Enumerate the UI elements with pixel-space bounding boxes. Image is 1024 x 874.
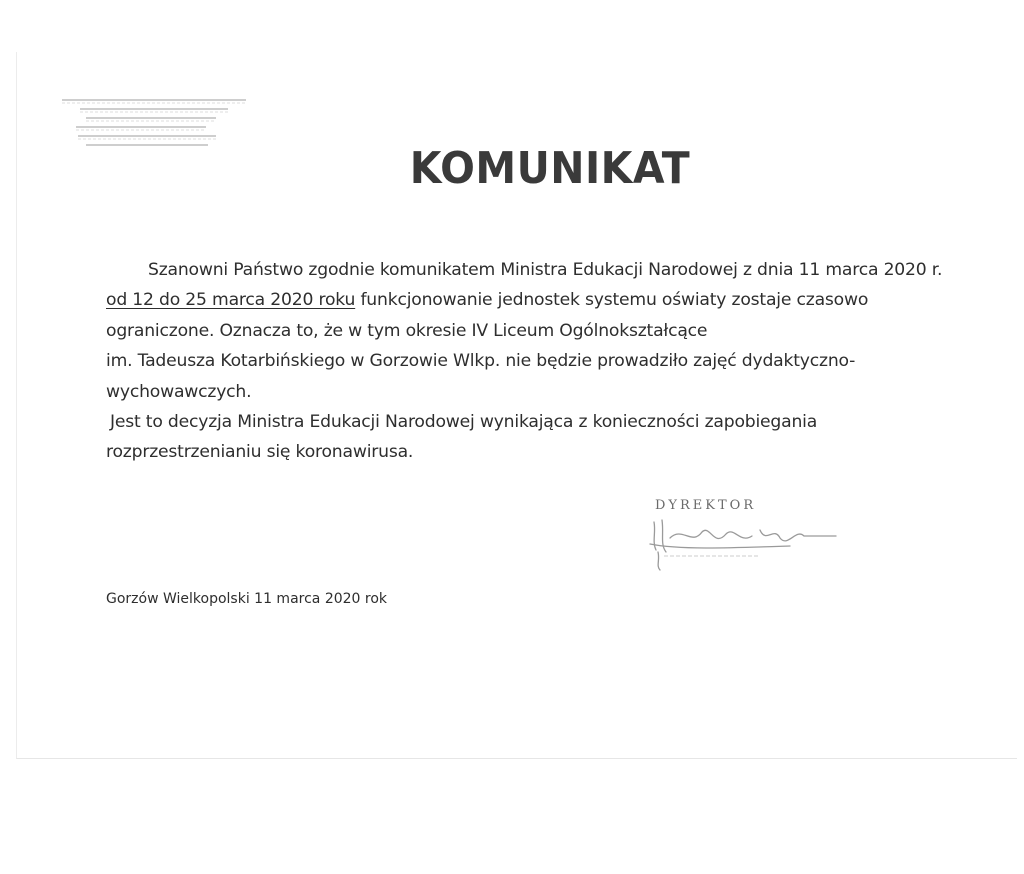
body-line: Jest to decyzja Ministra Edukacji Narodowej wynikająca z konieczności zapobiegania — [110, 412, 818, 433]
signature-title: DYREKTOR — [655, 498, 757, 513]
body-line: Szanowni Państwo zgodnie komunikatem Ministra Edukacji Narodowej z dnia 11 marca 2020 r. — [148, 260, 943, 280]
body-line — [106, 285, 1006, 315]
body-line: im. Tadeusza Kotarbińskiego w Gorzowie Wlkp. nie będzie prowadziło zajęć dydaktyczno- — [106, 351, 856, 372]
place-and-date: Gorzów Wielkopolski 11 marca 2020 rok — [106, 591, 388, 607]
body-line: ograniczone. Oznacza to, że w tym okresie IV Liceum Ogólnokształcące — [106, 320, 708, 341]
body-line: wychowawczych. — [106, 381, 252, 402]
body-line: rozprzestrzenianiu się koronawirusa. — [106, 442, 414, 463]
director-signature — [640, 500, 840, 572]
body-line-rest: funkcjonowanie jednostek systemu oświaty zostaje czasowo — [355, 290, 869, 311]
date-range-underlined: od 12 do 25 marca 2020 roku — [106, 290, 356, 311]
document-title: KOMUNIKAT — [409, 143, 691, 194]
announcement-body — [106, 255, 1006, 468]
